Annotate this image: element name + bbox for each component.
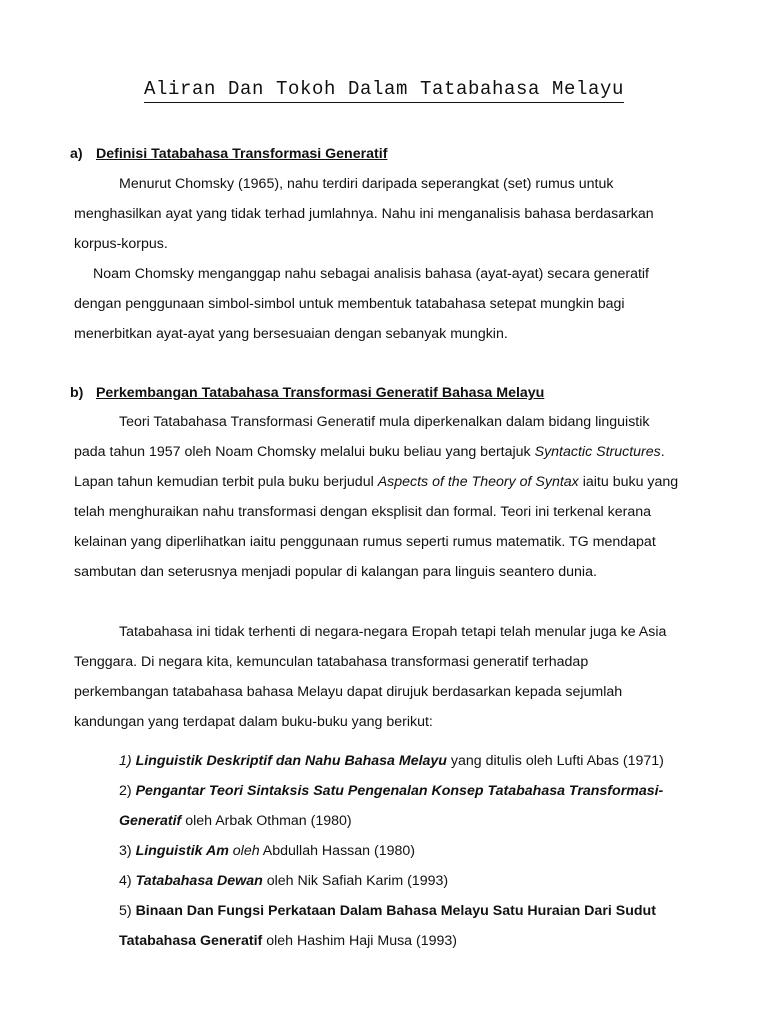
section-b-heading: b) Perkembangan Tatabahasa Transformasi Generatif Bahasa Melayu	[70, 385, 545, 401]
paragraph-line: menerbitkan ayat-ayat yang bersesuaian dengan sebanyak mungkin.	[74, 326, 508, 342]
paragraph-line: kandungan yang terdapat dalam buku-buku yang berikut:	[74, 714, 433, 730]
list-item: 5) Binaan Dan Fungsi Perkataan Dalam Bahasa Melayu Satu Huraian Dari Sudut	[119, 903, 656, 919]
document-title: Aliran Dan Tokoh Dalam Tatabahasa Melayu	[0, 78, 768, 100]
paragraph-line: Teori Tatabahasa Transformasi Generatif mula diperkenalkan dalam bidang linguistik	[119, 414, 650, 430]
paragraph-line: korpus-korpus.	[74, 236, 168, 252]
section-a-heading: a) Definisi Tatabahasa Transformasi Generatif	[70, 146, 388, 162]
paragraph-line: Lapan tahun kemudian terbit pula buku berjudul Aspects of the Theory of Syntax iaitu buku yang	[74, 474, 679, 490]
list-item: 3) Linguistik Am oleh Abdullah Hassan (1980)	[119, 843, 415, 859]
paragraph-line: Tatabahasa ini tidak terhenti di negara-negara Eropah tetapi telah menular juga ke Asia	[119, 624, 667, 640]
list-item-continuation: Tatabahasa Generatif oleh Hashim Haji Musa (1993)	[119, 933, 458, 949]
paragraph-line: telah menghuraikan nahu transformasi dengan eksplisit dan formal. Teori ini terkenal kerana	[74, 504, 652, 520]
paragraph-line: perkembangan tatabahasa bahasa Melayu dapat dirujuk berdasarkan kepada sejumlah	[74, 684, 623, 700]
book-title-aspects: Aspects of the Theory of Syntax	[377, 474, 579, 490]
paragraph-line: menghasilkan ayat yang tidak terhad jumlahnya. Nahu ini menganalisis bahasa berdasarkan	[74, 206, 654, 222]
list-item: 2) Pengantar Teori Sintaksis Satu Pengenalan Konsep Tatabahasa Transformasi-	[119, 783, 664, 799]
paragraph-line: Menurut Chomsky (1965), nahu terdiri daripada seperangkat (set) rumus untuk	[119, 176, 614, 192]
list-item-continuation: Generatif oleh Arbak Othman (1980)	[119, 813, 352, 829]
paragraph-line: kelainan yang diperlihatkan iaitu penggunaan rumus seperti rumus matematik. TG mendapat	[74, 534, 656, 550]
paragraph-line: Noam Chomsky menganggap nahu sebagai analisis bahasa (ayat-ayat) secara generatif	[93, 266, 650, 282]
book-title-syntactic-structures: Syntactic Structures	[534, 444, 661, 460]
paragraph-line: pada tahun 1957 oleh Noam Chomsky melalui buku beliau yang bertajuk Syntactic Structures.	[74, 444, 665, 460]
paragraph-line: sambutan dan seterusnya menjadi popular di kalangan para linguis seantero dunia.	[74, 564, 597, 580]
paragraph-line: Tenggara. Di negara kita, kemunculan tatabahasa transformasi generatif terhadap	[74, 654, 589, 670]
list-item: 4) Tatabahasa Dewan oleh Nik Safiah Karim (1993)	[119, 873, 449, 889]
list-item: 1) Linguistik Deskriptif dan Nahu Bahasa Melayu yang ditulis oleh Lufti Abas (1971)	[119, 753, 664, 769]
paragraph-line: dengan penggunaan simbol-simbol untuk membentuk tatabahasa setepat mungkin bagi	[74, 296, 625, 312]
